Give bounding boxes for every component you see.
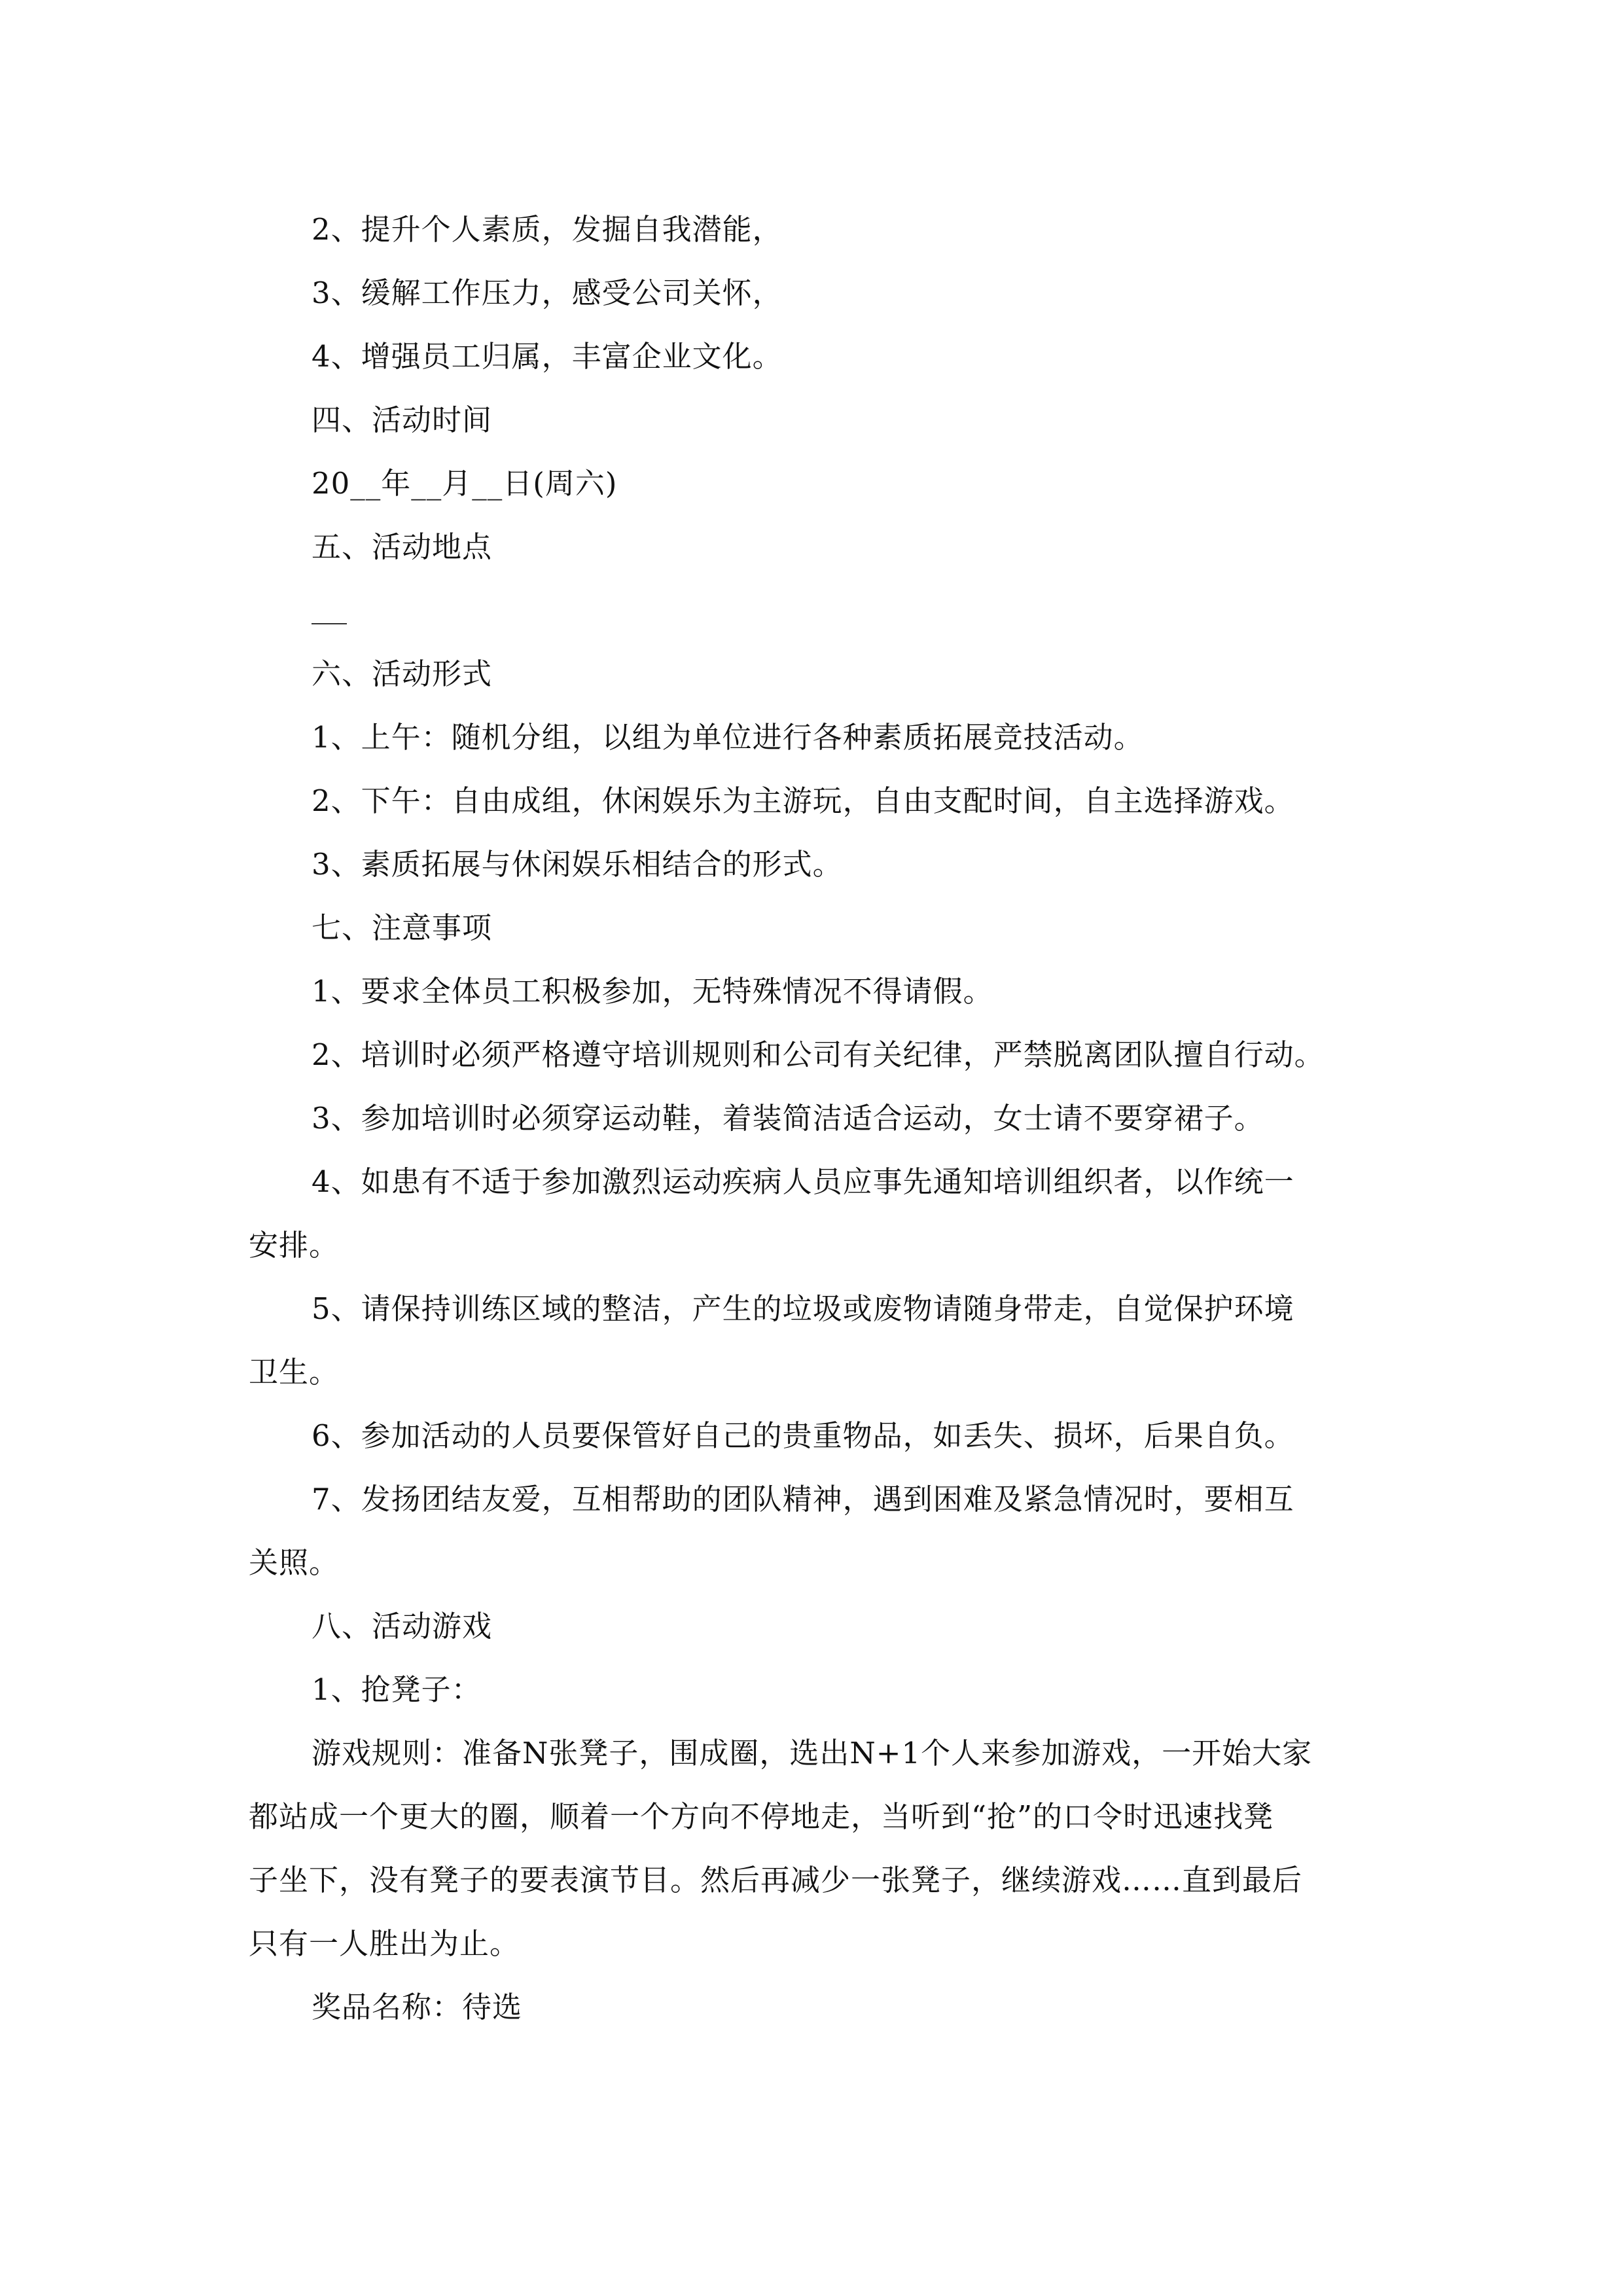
section-heading-games: 八、活动游戏	[312, 1609, 493, 1643]
note-item-7-continued: 关照。	[249, 1545, 340, 1580]
note-item-4-continued: 安排。	[249, 1228, 340, 1263]
location-blank-line	[312, 623, 347, 624]
section-heading-location: 五、活动地点	[312, 529, 493, 564]
goal-item-3: 3、缓解工作压力，感受公司关怀，	[312, 276, 783, 310]
note-item-4: 4、如患有不适于参加激烈运动疾病人员应事先通知培训组织者，以作统一	[312, 1164, 1294, 1199]
activity-date: 20__年__月__日(周六)	[312, 466, 618, 501]
note-item-7: 7、发扬团结友爱，互相帮助的团队精神，遇到困难及紧急情况时，要相互	[312, 1482, 1294, 1516]
goal-item-4: 4、增强员工归属，丰富企业文化。	[312, 339, 783, 374]
game-rules-line-3: 子坐下，没有凳子的要表演节目。然后再减少一张凳子，继续游戏……直到最后	[249, 1863, 1303, 1897]
format-item-1: 1、上午：随机分组，以组为单位进行各种素质拓展竞技活动。	[312, 720, 1144, 755]
prize-name: 奖品名称：待选	[312, 1990, 523, 2024]
goal-item-2: 2、提升个人素质，发掘自我潜能，	[312, 212, 783, 247]
game-rules-line-4: 只有一人胜出为止。	[249, 1926, 520, 1961]
note-item-1: 1、要求全体员工积极参加，无特殊情况不得请假。	[312, 974, 993, 1009]
note-item-5-continued: 卫生。	[249, 1355, 340, 1390]
section-heading-format: 六、活动形式	[312, 656, 493, 691]
format-item-3: 3、素质拓展与休闲娱乐相结合的形式。	[312, 847, 843, 882]
section-heading-notes: 七、注意事项	[312, 910, 493, 945]
note-item-2: 2、培训时必须严格遵守培训规则和公司有关纪律，严禁脱离团队擅自行动。	[312, 1037, 1325, 1072]
note-item-6: 6、参加活动的人员要保管好自己的贵重物品，如丢失、损坏，后果自负。	[312, 1418, 1294, 1453]
note-item-5: 5、请保持训练区域的整洁，产生的垃圾或废物请随身带走，自觉保护环境	[312, 1291, 1294, 1326]
note-item-3: 3、参加培训时必须穿运动鞋，着装简洁适合运动，女士请不要穿裙子。	[312, 1101, 1264, 1136]
game-rules-line-2: 都站成一个更大的圈，顺着一个方向不停地走，当听到“抢”的口令时迅速找凳	[249, 1799, 1274, 1834]
game-rules-line-1: 游戏规则：准备N张凳子，围成圈，选出N+1个人来参加游戏，一开始大家	[312, 1736, 1313, 1770]
game-title-1: 1、抢凳子：	[312, 1672, 482, 1707]
section-heading-time: 四、活动时间	[312, 403, 493, 437]
format-item-2: 2、下午：自由成组，休闲娱乐为主游玩，自由支配时间，自主选择游戏。	[312, 783, 1294, 818]
